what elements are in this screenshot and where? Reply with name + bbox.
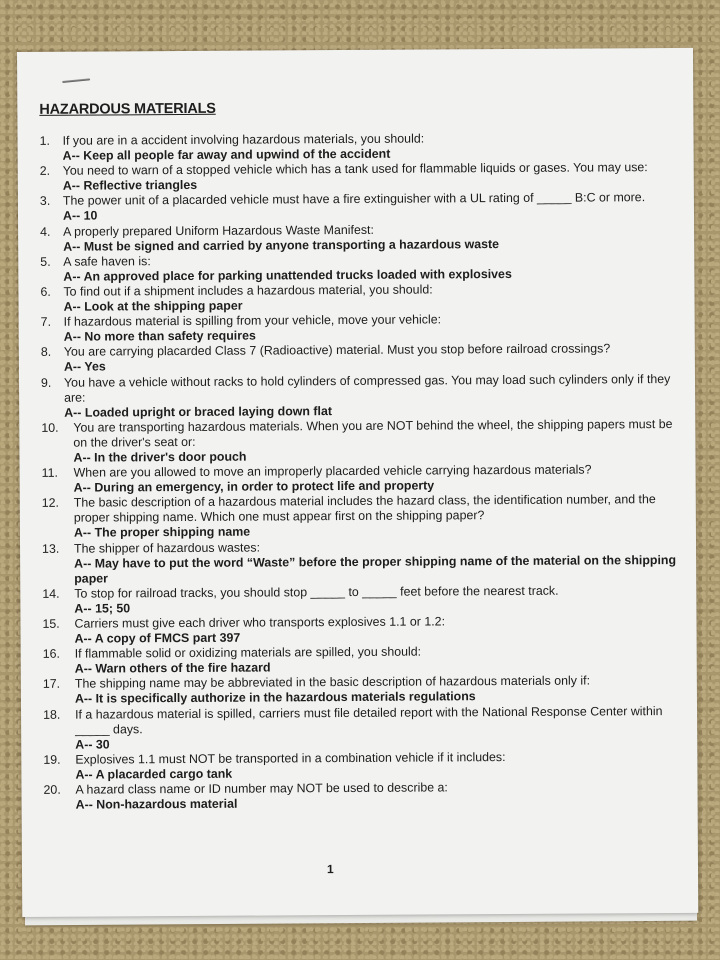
- list-item: [40, 281, 680, 315]
- answer-text: A-- Warn others of the fire hazard: [74, 660, 271, 676]
- item-number: 3.: [39, 194, 51, 209]
- answer-text: A-- In the driver's door pouch: [73, 449, 247, 465]
- question-text: A safe haven is:: [63, 253, 151, 269]
- item-number: 20.: [43, 782, 61, 797]
- item-number: 5.: [40, 254, 51, 269]
- question-text: The shipper of hazardous wastes:: [73, 540, 261, 556]
- item-number: 10.: [41, 420, 59, 435]
- item-number: 12.: [41, 496, 60, 511]
- answer-text: A-- Non-hazardous material: [75, 796, 238, 812]
- answer-text: A-- The proper shipping name: [73, 525, 251, 541]
- answer-text: A-- Look at the shipping paper: [63, 298, 243, 314]
- question-text: You are transporting hazardous materials. When you are NOT behind the wheel, the shipping papers must be on the driver's seat or:: [73, 416, 673, 450]
- list-item: [43, 643, 683, 677]
- staple-icon: [62, 78, 90, 83]
- question-text: The power unit of a placarded vehicle must have a fire extinguisher with a UL rating of _____ B:C or more.: [62, 190, 646, 209]
- answer-text: A-- 30: [75, 737, 110, 752]
- item-number: 14.: [42, 586, 60, 601]
- list-item: [40, 251, 680, 285]
- question-text: If flammable solid or oxidizing materials are spilled, you should:: [74, 644, 422, 661]
- item-number: 15.: [42, 616, 60, 631]
- item-number: 1.: [39, 133, 50, 148]
- list-item: [40, 221, 680, 255]
- answer-text: A-- Yes: [63, 359, 106, 375]
- item-number: 19.: [43, 752, 61, 767]
- list-item: [40, 190, 680, 224]
- question-text: If hazardous material is spilling from your vehicle, move your vehicle:: [63, 312, 442, 329]
- list-item: [41, 371, 681, 420]
- answer-text: A-- 15; 50: [74, 601, 131, 616]
- question-text: Explosives 1.1 must NOT be transported in a combination vehicle if it includes:: [75, 749, 506, 767]
- answer-text: A-- 10: [62, 208, 98, 224]
- item-number: 8.: [40, 345, 52, 360]
- list-item: [43, 779, 683, 813]
- answer-text: A-- A placarded cargo tank: [75, 766, 233, 782]
- answer-text: A-- An approved place for parking unattended trucks loaded with explosives: [63, 266, 512, 284]
- item-number: 11.: [41, 465, 58, 480]
- question-text: You need to warn of a stopped vehicle which has a tank used for flammable liquids or gases. You may use:: [62, 160, 648, 178]
- item-number: 4.: [40, 224, 51, 239]
- list-item: [40, 130, 680, 164]
- question-text: You are carrying placarded Class 7 (Radioactive) material. Must you stop before railroad crossings?: [63, 341, 611, 360]
- question-list: [40, 130, 684, 813]
- question-text: If a hazardous material is spilled, carriers must file detailed report with the National Response Center within _____ days.: [75, 703, 663, 737]
- answer-text: A-- Keep all people far away and upwind of the accident: [62, 146, 391, 163]
- document-page: [17, 48, 698, 917]
- item-number: 7.: [40, 314, 52, 329]
- list-item: [43, 749, 683, 783]
- list-item: [41, 417, 681, 466]
- list-item: [41, 341, 681, 375]
- answer-text: A-- May have to put the word “Waste” before the proper shipping name of the material on the shipping paper: [74, 552, 677, 586]
- answer-text: A-- Reflective triangles: [62, 178, 198, 194]
- item-number: 13.: [41, 541, 60, 556]
- item-number: 2.: [39, 163, 51, 179]
- list-item: [42, 583, 682, 617]
- list-item: [42, 492, 682, 541]
- item-number: 17.: [42, 677, 61, 692]
- question-text: When are you allowed to move an improperly placarded vehicle carrying hazardous materials?: [73, 462, 592, 480]
- question-text: A properly prepared Uniform Hazardous Waste Manifest:: [63, 222, 374, 239]
- question-text: To stop for railroad tracks, you should stop _____ to _____ feet before the nearest track.: [74, 583, 559, 601]
- list-item: [43, 704, 683, 753]
- item-number: 16.: [42, 646, 60, 662]
- answer-text: A-- Must be signed and carried by anyone transporting a hazardous waste: [63, 236, 500, 254]
- item-number: 18.: [43, 707, 61, 722]
- question-text: To find out if a shipment includes a hazardous material, you should:: [63, 282, 433, 299]
- list-item: [42, 613, 682, 647]
- list-item: [42, 462, 682, 496]
- list-item: [42, 537, 682, 586]
- question-text: You have a vehicle without racks to hold cylinders of compressed gas. You may load such cylinders only if they are:: [63, 371, 671, 405]
- question-text: If you are in a accident involving hazardous materials, you should:: [62, 131, 425, 148]
- answer-text: A-- Loaded upright or braced laying down flat: [64, 403, 333, 420]
- question-text: The basic description of a hazardous material includes the hazard class, the identification number, and the proper shipping name. Which one must appear first on the shipping paper?: [73, 492, 656, 526]
- item-number: 6.: [40, 284, 51, 299]
- question-text: Carriers must give each driver who transports explosives 1.1 or 1.2:: [74, 614, 446, 631]
- answer-text: A-- No more than safety requires: [63, 328, 256, 344]
- list-item: [43, 673, 683, 707]
- question-text: The shipping name may be abbreviated in the basic description of hazardous materials only if:: [74, 673, 591, 692]
- answer-text: A-- A copy of FMCS part 397: [74, 630, 241, 646]
- answer-text: A-- It is specifically authorize in the hazardous materials regulations: [74, 689, 476, 707]
- question-text: A hazard class name or ID number may NOT be used to describe a:: [75, 780, 448, 797]
- item-number: 9.: [40, 375, 52, 390]
- answer-text: A-- During an emergency, in order to protect life and property: [73, 478, 435, 495]
- page-number: 1: [326, 862, 334, 877]
- list-item: [41, 311, 681, 345]
- list-item: [40, 160, 680, 194]
- page-title: HAZARDOUS MATERIALS: [39, 100, 216, 118]
